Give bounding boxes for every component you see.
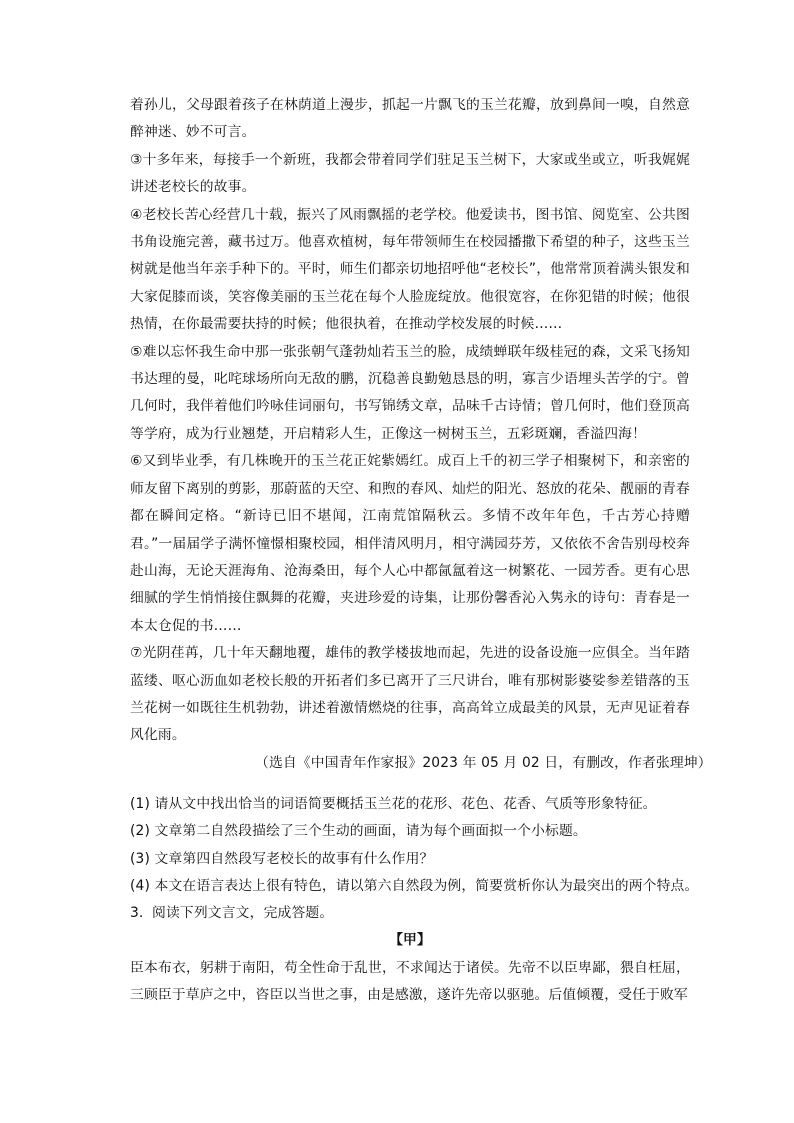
- question-4: (4) 本文在语言表达上很有特色，请以第六自然段为例，简要赏析你认为最突出的两个特点。: [130, 877, 699, 894]
- section-instruction: 阅读下列文言文，完成答题。: [152, 904, 334, 921]
- spacer: [130, 777, 690, 791]
- paragraph-5: ⑤难以忘怀我生命中那一张张朝气蓬勃灿若玉兰的脸，成绩蝉联年级桂冠的森，文采飞扬知书达理的曼，叱咤球场所向无敌的鹏，沉稳善良勤勉恳恳的明，寡言少语埋头苦学的宁。曾几何时，我伴着他们吟咏佳词丽句，书写锦绣文章，品味千古诗情；曾几何时，他们登顶高等学府，成为行业翘楚，开启精彩人生，正像这一树树玉兰，五彩斑斓，香溢四海！: [130, 343, 690, 442]
- question-1: (1) 请从文中找出恰当的词语简要概括玉兰花的花形、花色、花香、气质等形象特征。: [130, 796, 657, 813]
- section-3-heading: [130, 900, 690, 927]
- question-3: (3) 文章第四自然段写老校长的故事有什么作用？: [130, 850, 434, 867]
- source-citation: （选自《中国青年作家报》2023 年 05 月 02 日，有删改，作者张理坤）: [255, 754, 712, 771]
- section-number: 3.: [130, 904, 144, 921]
- paragraph-4: ④老校长苦心经营几十载，振兴了风雨飘摇的老学校。他爱读书，图书馆、阅览室、公共图书角设施完善，藏书过万。他喜欢植树，每年带领师生在校园播撒下希望的种子，这些玉兰树就是他当年亲手种下的。平时，师生们都亲切地招呼他“老校长”，他常常顶着满头银发和大家促膝而谈，笑容像美丽的玉兰花在每个人脸庞绽放。他很宽容，在你犯错的时候；他很热情，在你最需要扶持的时候；他很执着，在推动学校发展的时候……: [130, 206, 690, 333]
- question-2: (2) 文章第二自然段描绘了三个生动的画面，请为每个画面拟一个小标题。: [130, 823, 587, 840]
- paragraph-3: ③十多年来，每接手一个新班，我都会带着同学们驻足玉兰树下，大家或坐或立，听我娓娓讲述老校长的故事。: [130, 151, 690, 196]
- passage-a-title: 【甲】: [389, 932, 431, 949]
- document-content: [130, 92, 712, 1010]
- paragraph-2-continued: 着孙儿，父母跟着孩子在林荫道上漫步，抓起一片飘飞的玉兰花瓣，放到鼻间一嗅，自然意醉神迷、妙不可言。: [130, 97, 690, 141]
- paragraph-7: ⑦光阴荏苒，几十年天翻地覆，雄伟的教学楼拔地而起，先进的设备设施一应俱全。当年踏蓝缕、呕心沥血如老校长般的开拓者们多已离开了三尺讲台，唯有那树影婆娑参差错落的玉兰花树一如既往生机勃勃，讲述着激情燃烧的往事，高高耸立成最美的风景，无声见证着春风化雨。: [130, 645, 690, 744]
- paragraph-6: ⑥又到毕业季，有几株晚开的玉兰花正姹紫嫣红。成百上千的初三学子相聚树下，和亲密的师友留下离别的剪影，那蔚蓝的天空、和煦的春风、灿烂的阳光、怒放的花朵、靓丽的青春都在瞬间定格。“新诗已旧不堪闻，江南荒馆隔秋云。多情不改年年色，千古芳心持赠君。”一届届学子满怀憧憬相聚校园，相伴清风明月，相守满园芬芳，又依依不舍告别母校奔赴山海，无论天涯海角、沧海桑田，每个人心中都氤氲着这一树繁花、一园芳香。更有心思细腻的学生悄悄接住飘舞的花瓣，夹进珍爱的诗集，让那份馨香沁入隽永的诗句：青春是一本太仓促的书……: [130, 453, 690, 634]
- classical-passage: 臣本布衣，躬耕于南阳，苟全性命于乱世，不求闻达于诸侯。先帝不以臣卑鄙，猥自枉屈，三顾臣于草庐之中，咨臣以当世之事，由是感激，遂许先帝以驱驰。后值倾覆，受任于败军: [130, 959, 690, 1004]
